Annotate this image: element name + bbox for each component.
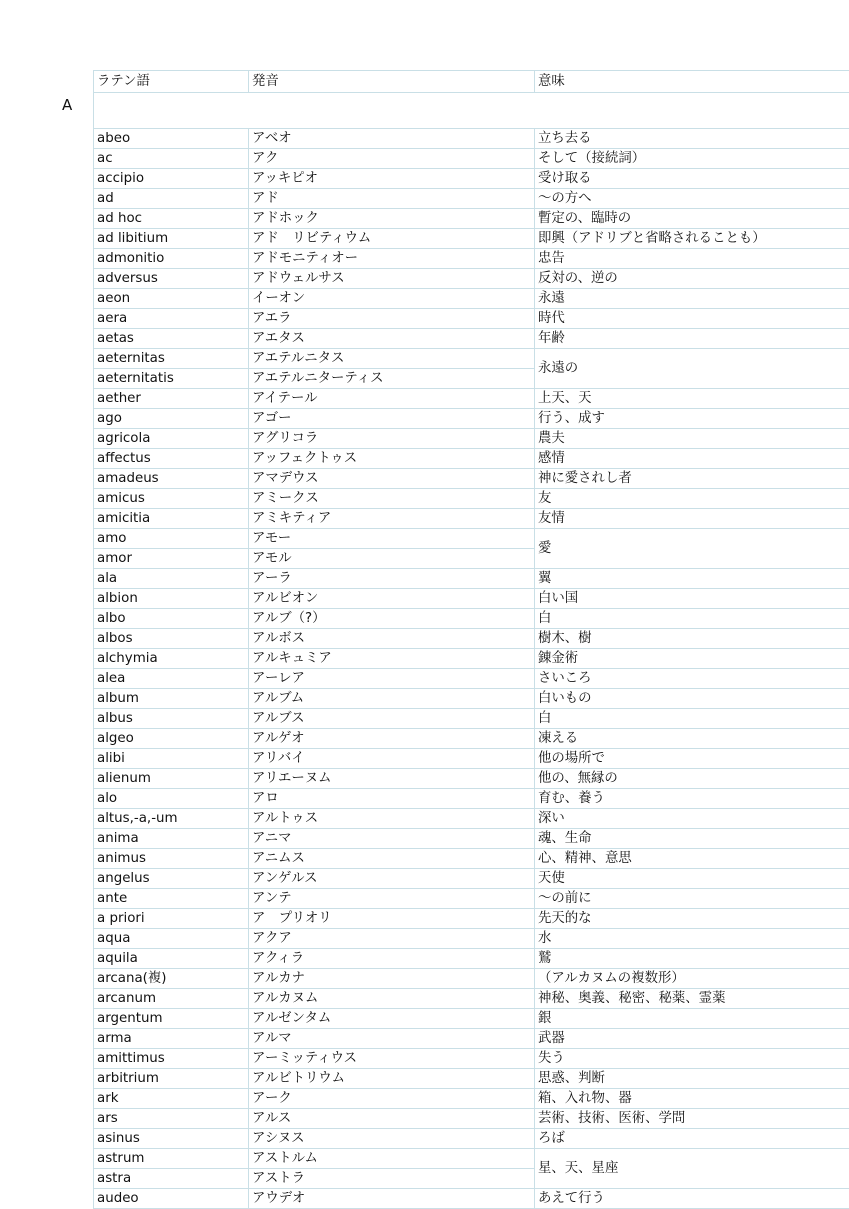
latin-word-cell: accipio <box>94 169 249 189</box>
meaning-cell: 武器 <box>535 1029 849 1049</box>
latin-word-cell: ars <box>94 1109 249 1129</box>
pronunciation-cell: アミークス <box>249 489 535 509</box>
latin-word-cell: ad hoc <box>94 209 249 229</box>
pronunciation-cell: アンテ <box>249 889 535 909</box>
meaning-cell: そして（接続詞） <box>535 149 849 169</box>
meaning-cell: 立ち去る <box>535 129 849 149</box>
pronunciation-cell: アンゲルス <box>249 869 535 889</box>
pronunciation-cell: アド <box>249 189 535 209</box>
table-row <box>94 889 849 909</box>
meaning-cell: 魂、生命 <box>535 829 849 849</box>
meaning-cell: 鷲 <box>535 949 849 969</box>
latin-word-cell: ad libitium <box>94 229 249 249</box>
pronunciation-cell: アニムス <box>249 849 535 869</box>
latin-word-cell: algeo <box>94 729 249 749</box>
latin-word-cell: adversus <box>94 269 249 289</box>
meaning-cell: 天使 <box>535 869 849 889</box>
table-row <box>94 389 849 409</box>
pronunciation-cell: アルカナ <box>249 969 535 989</box>
latin-word-cell: albos <box>94 629 249 649</box>
meaning-cell: ～の方へ <box>535 189 849 209</box>
latin-word-cell: aquila <box>94 949 249 969</box>
table-row <box>94 249 849 269</box>
pronunciation-cell: アマデウス <box>249 469 535 489</box>
latin-word-cell: albion <box>94 589 249 609</box>
table-row <box>94 229 849 249</box>
table-row <box>94 989 849 1009</box>
table-row <box>94 349 849 369</box>
meaning-cell: 農夫 <box>535 429 849 449</box>
table-row <box>94 429 849 449</box>
pronunciation-cell: アクィラ <box>249 949 535 969</box>
latin-word-cell: argentum <box>94 1009 249 1029</box>
meaning-cell: 友情 <box>535 509 849 529</box>
table-row <box>94 269 849 289</box>
latin-word-cell: alibi <box>94 749 249 769</box>
latin-word-cell: astra <box>94 1169 249 1189</box>
meaning-cell: 樹木、樹 <box>535 629 849 649</box>
pronunciation-cell: アドウェルサス <box>249 269 535 289</box>
table-row <box>94 789 849 809</box>
meaning-cell: 白い国 <box>535 589 849 609</box>
latin-word-cell: albo <box>94 609 249 629</box>
meaning-cell: 忠告 <box>535 249 849 269</box>
pronunciation-cell: アドモニティオー <box>249 249 535 269</box>
latin-word-cell: alea <box>94 669 249 689</box>
pronunciation-cell: アルブ（?） <box>249 609 535 629</box>
latin-word-cell: amicus <box>94 489 249 509</box>
pronunciation-cell: アニマ <box>249 829 535 849</box>
meaning-cell: 年齢 <box>535 329 849 349</box>
pronunciation-cell: アエテルニタス <box>249 349 535 369</box>
meaning-cell: 白 <box>535 609 849 629</box>
latin-word-cell: arbitrium <box>94 1069 249 1089</box>
meaning-cell: 時代 <box>535 309 849 329</box>
pronunciation-cell: アゴー <box>249 409 535 429</box>
section-spacer-row <box>94 93 849 129</box>
table-row <box>94 1089 849 1109</box>
latin-word-cell: affectus <box>94 449 249 469</box>
latin-word-cell: ad <box>94 189 249 209</box>
table-row <box>94 949 849 969</box>
vocabulary-table-body <box>94 71 849 1209</box>
meaning-cell: さいころ <box>535 669 849 689</box>
pronunciation-cell: イーオン <box>249 289 535 309</box>
latin-word-cell: albus <box>94 709 249 729</box>
meaning-cell: 凍える <box>535 729 849 749</box>
table-row <box>94 869 849 889</box>
table-row <box>94 209 849 229</box>
meaning-cell: 他の、無縁の <box>535 769 849 789</box>
pronunciation-cell: アエテルニターティス <box>249 369 535 389</box>
meaning-cell: 星、天、星座 <box>535 1149 849 1189</box>
latin-word-cell: amo <box>94 529 249 549</box>
latin-word-cell: admonitio <box>94 249 249 269</box>
table-row <box>94 649 849 669</box>
table-row <box>94 309 849 329</box>
meaning-cell: 錬金術 <box>535 649 849 669</box>
meaning-cell: 水 <box>535 929 849 949</box>
table-row <box>94 329 849 349</box>
meaning-cell: 心、精神、意思 <box>535 849 849 869</box>
latin-word-cell: a priori <box>94 909 249 929</box>
meaning-cell: 友 <box>535 489 849 509</box>
pronunciation-cell: アエタス <box>249 329 535 349</box>
table-row <box>94 149 849 169</box>
pronunciation-cell: アドホック <box>249 209 535 229</box>
pronunciation-cell: アルカヌム <box>249 989 535 1009</box>
pronunciation-cell: アシヌス <box>249 1129 535 1149</box>
latin-word-cell: agricola <box>94 429 249 449</box>
table-row <box>94 1069 849 1089</box>
pronunciation-cell: アモー <box>249 529 535 549</box>
latin-word-cell: aeternitas <box>94 349 249 369</box>
pronunciation-cell: アーレア <box>249 669 535 689</box>
latin-word-cell: audeo <box>94 1189 249 1209</box>
table-row <box>94 909 849 929</box>
table-row <box>94 929 849 949</box>
latin-word-cell: aqua <box>94 929 249 949</box>
meaning-cell: 上天、天 <box>535 389 849 409</box>
meaning-cell: 反対の、逆の <box>535 269 849 289</box>
pronunciation-cell: アク <box>249 149 535 169</box>
header-row <box>94 71 849 93</box>
latin-word-cell: album <box>94 689 249 709</box>
meaning-cell: 即興（アドリブと省略されることも） <box>535 229 849 249</box>
latin-word-cell: animus <box>94 849 249 869</box>
pronunciation-cell: アルゲオ <box>249 729 535 749</box>
table-row <box>94 1149 849 1169</box>
meaning-cell: 育む、養う <box>535 789 849 809</box>
meaning-cell: （アルカヌムの複数形） <box>535 969 849 989</box>
section-letter: A <box>62 96 72 114</box>
latin-word-cell: amadeus <box>94 469 249 489</box>
pronunciation-cell: アド リビティウム <box>249 229 535 249</box>
pronunciation-cell: アルキュミア <box>249 649 535 669</box>
table-row <box>94 469 849 489</box>
vocabulary-table <box>93 70 849 1209</box>
pronunciation-cell: アルビトリウム <box>249 1069 535 1089</box>
latin-word-cell: aetas <box>94 329 249 349</box>
pronunciation-cell: アグリコラ <box>249 429 535 449</box>
latin-word-cell: angelus <box>94 869 249 889</box>
latin-word-cell: altus,-a,-um <box>94 809 249 829</box>
meaning-cell: 箱、入れ物、器 <box>535 1089 849 1109</box>
meaning-cell: 翼 <box>535 569 849 589</box>
latin-word-cell: arma <box>94 1029 249 1049</box>
pronunciation-cell: アーク <box>249 1089 535 1109</box>
latin-word-cell: aeon <box>94 289 249 309</box>
table-row <box>94 849 849 869</box>
pronunciation-cell: アッフェクトゥス <box>249 449 535 469</box>
latin-word-cell: amor <box>94 549 249 569</box>
pronunciation-cell: アエラ <box>249 309 535 329</box>
header-latin: ラテン語 <box>94 71 249 93</box>
pronunciation-cell: アクア <box>249 929 535 949</box>
table-row <box>94 809 849 829</box>
latin-word-cell: amittimus <box>94 1049 249 1069</box>
latin-word-cell: abeo <box>94 129 249 149</box>
table-row <box>94 529 849 549</box>
table-row <box>94 769 849 789</box>
latin-word-cell: amicitia <box>94 509 249 529</box>
latin-word-cell: arcanum <box>94 989 249 1009</box>
table-row <box>94 289 849 309</box>
meaning-cell: 暫定の、臨時の <box>535 209 849 229</box>
meaning-cell: 白いもの <box>535 689 849 709</box>
meaning-cell: あえて行う <box>535 1189 849 1209</box>
meaning-cell: 白 <box>535 709 849 729</box>
table-row <box>94 1109 849 1129</box>
pronunciation-cell: アルボス <box>249 629 535 649</box>
pronunciation-cell: アッキピオ <box>249 169 535 189</box>
table-row <box>94 969 849 989</box>
meaning-cell: 永遠の <box>535 349 849 389</box>
pronunciation-cell: アルトゥス <box>249 809 535 829</box>
pronunciation-cell: アルブス <box>249 709 535 729</box>
table-row <box>94 489 849 509</box>
latin-word-cell: ark <box>94 1089 249 1109</box>
table-row <box>94 629 849 649</box>
pronunciation-cell: アルブム <box>249 689 535 709</box>
meaning-cell: 芸術、技術、医術、学問 <box>535 1109 849 1129</box>
meaning-cell: 愛 <box>535 529 849 569</box>
pronunciation-cell: アモル <box>249 549 535 569</box>
table-row <box>94 449 849 469</box>
table-row <box>94 1009 849 1029</box>
meaning-cell: 深い <box>535 809 849 829</box>
meaning-cell: 神秘、奥義、秘密、秘薬、霊薬 <box>535 989 849 1009</box>
meaning-cell: ろば <box>535 1129 849 1149</box>
pronunciation-cell: ア プリオリ <box>249 909 535 929</box>
meaning-cell: 神に愛されし者 <box>535 469 849 489</box>
meaning-cell: 受け取る <box>535 169 849 189</box>
pronunciation-cell: アーラ <box>249 569 535 589</box>
pronunciation-cell: アロ <box>249 789 535 809</box>
table-row <box>94 409 849 429</box>
meaning-cell: 感情 <box>535 449 849 469</box>
meaning-cell: ～の前に <box>535 889 849 909</box>
latin-word-cell: astrum <box>94 1149 249 1169</box>
meaning-cell: 銀 <box>535 1009 849 1029</box>
table-row <box>94 509 849 529</box>
table-row <box>94 569 849 589</box>
latin-word-cell: alchymia <box>94 649 249 669</box>
pronunciation-cell: アウデオ <box>249 1189 535 1209</box>
meaning-cell: 永遠 <box>535 289 849 309</box>
meaning-cell: 失う <box>535 1049 849 1069</box>
latin-word-cell: ago <box>94 409 249 429</box>
table-row <box>94 669 849 689</box>
table-row <box>94 1029 849 1049</box>
latin-word-cell: alo <box>94 789 249 809</box>
pronunciation-cell: アリエーヌム <box>249 769 535 789</box>
latin-word-cell: arcana(複) <box>94 969 249 989</box>
pronunciation-cell: アルビオン <box>249 589 535 609</box>
table-row <box>94 1189 849 1209</box>
pronunciation-cell: アミキティア <box>249 509 535 529</box>
table-row <box>94 709 849 729</box>
latin-word-cell: aether <box>94 389 249 409</box>
meaning-cell: 他の場所で <box>535 749 849 769</box>
table-row <box>94 1049 849 1069</box>
table-row <box>94 129 849 149</box>
meaning-cell: 先天的な <box>535 909 849 929</box>
latin-word-cell: asinus <box>94 1129 249 1149</box>
table-row <box>94 1129 849 1149</box>
latin-word-cell: aeternitatis <box>94 369 249 389</box>
table-row <box>94 749 849 769</box>
pronunciation-cell: アストルム <box>249 1149 535 1169</box>
table-row <box>94 689 849 709</box>
pronunciation-cell: アイテール <box>249 389 535 409</box>
pronunciation-cell: アルス <box>249 1109 535 1129</box>
pronunciation-cell: アストラ <box>249 1169 535 1189</box>
latin-word-cell: ante <box>94 889 249 909</box>
pronunciation-cell: アベオ <box>249 129 535 149</box>
table-row <box>94 609 849 629</box>
header-meaning: 意味 <box>535 71 849 93</box>
table-row <box>94 189 849 209</box>
latin-word-cell: ala <box>94 569 249 589</box>
table-row <box>94 729 849 749</box>
meaning-cell: 行う、成す <box>535 409 849 429</box>
pronunciation-cell: アルゼンタム <box>249 1009 535 1029</box>
table-row <box>94 589 849 609</box>
pronunciation-cell: アリバイ <box>249 749 535 769</box>
latin-word-cell: ac <box>94 149 249 169</box>
pronunciation-cell: アルマ <box>249 1029 535 1049</box>
table-row <box>94 169 849 189</box>
pronunciation-cell: アーミッティウス <box>249 1049 535 1069</box>
header-pronunciation: 発音 <box>249 71 535 93</box>
latin-word-cell: aera <box>94 309 249 329</box>
latin-word-cell: anima <box>94 829 249 849</box>
latin-word-cell: alienum <box>94 769 249 789</box>
table-row <box>94 829 849 849</box>
meaning-cell: 思惑、判断 <box>535 1069 849 1089</box>
section-spacer-cell <box>94 93 849 129</box>
